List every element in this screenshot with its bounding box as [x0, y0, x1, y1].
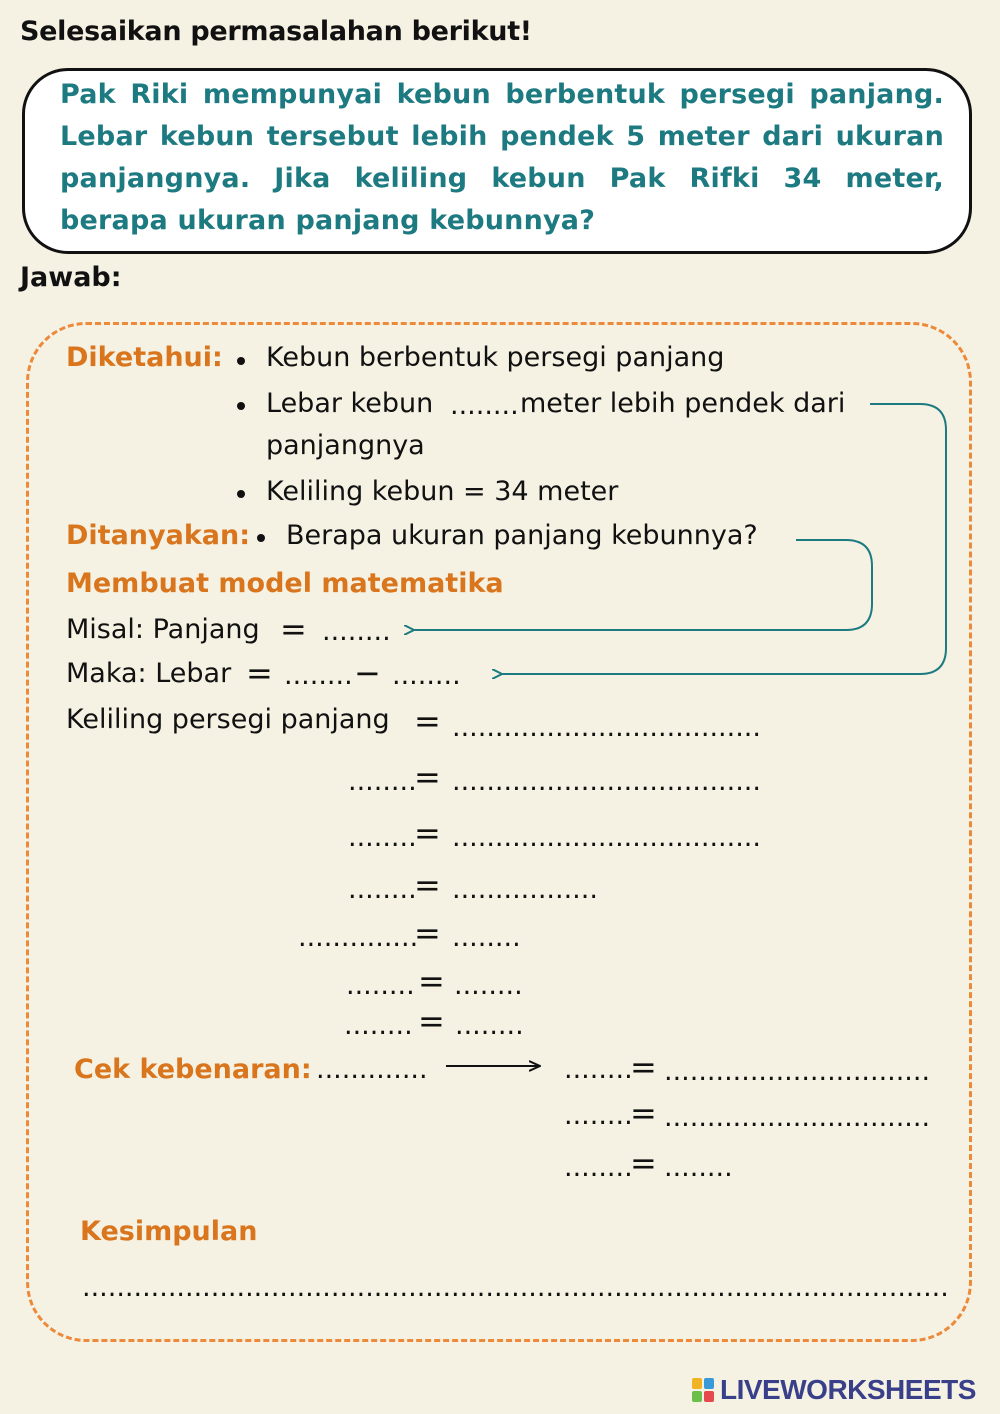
equals-sign: =: [280, 610, 307, 648]
page-heading: Selesaikan permasalahan berikut!: [20, 16, 532, 47]
step-3-lhs[interactable]: ........: [348, 874, 417, 905]
brand-name: LIVEWORKSHEETS: [720, 1374, 976, 1405]
diketahui-item-2-post: meter lebih pendek dari: [520, 388, 846, 419]
cek-step-2-rhs[interactable]: ...............................: [664, 1102, 931, 1133]
step-6-rhs[interactable]: ........: [455, 1010, 524, 1041]
kesimpulan-blank[interactable]: .....................................................................................................: [82, 1272, 949, 1303]
cek-step-2-lhs[interactable]: ........: [564, 1100, 633, 1131]
cek-label: Cek kebenaran:: [74, 1054, 312, 1085]
diketahui-item-2-line2: panjangnya: [266, 430, 425, 461]
liveworksheets-brand: [692, 1372, 976, 1408]
lebar-selisih-blank[interactable]: ........: [450, 390, 519, 421]
equals-sign: =: [246, 654, 273, 692]
diketahui-item-3: Keliling kebun = 34 meter: [266, 476, 619, 507]
equals-sign: =: [414, 702, 441, 740]
lebar-blank-1[interactable]: ........: [284, 660, 353, 691]
step-5-lhs[interactable]: ........: [346, 970, 415, 1001]
keliling-blank-1[interactable]: ....................................: [452, 712, 761, 743]
diketahui-label: Diketahui:: [66, 342, 223, 373]
equals-sign: =: [414, 758, 441, 796]
equals-sign: =: [414, 866, 441, 904]
step-2-lhs[interactable]: ........: [348, 822, 417, 853]
equals-sign: =: [630, 1048, 657, 1086]
step-4-lhs[interactable]: ..............: [298, 922, 419, 953]
cek-step-1-rhs[interactable]: ...............................: [664, 1056, 931, 1087]
ditanyakan-item-1: Berapa ukuran panjang kebunnya?: [286, 520, 758, 551]
misal-label: Misal: Panjang: [66, 614, 260, 645]
problem-statement: Pak Riki mempunyai kebun berbentuk persegi panjang. Lebar kebun tersebut lebih pendek 5 meter dari ukuran panjangnya. Jika keliling kebun Pak Rifki 34 meter, berapa ukuran panjang kebunnya?: [60, 79, 944, 236]
equals-sign: =: [414, 814, 441, 852]
minus-sign: −: [354, 654, 381, 692]
step-3-rhs[interactable]: .................: [452, 874, 598, 905]
cek-step-3-rhs[interactable]: ........: [664, 1152, 733, 1183]
kesimpulan-label: Kesimpulan: [80, 1216, 258, 1247]
step-1-rhs[interactable]: ....................................: [452, 766, 761, 797]
lebar-blank-2[interactable]: ........: [392, 660, 461, 691]
model-title: Membuat model matematika: [66, 568, 504, 599]
keliling-label: Keliling persegi panjang: [66, 704, 390, 735]
arrow-lebar-to-maka: [500, 404, 946, 674]
cek-blank[interactable]: .............: [316, 1054, 428, 1085]
ditanyakan-label: Ditanyakan:: [66, 520, 251, 551]
diketahui-item-2-pre: Lebar kebun: [266, 388, 434, 419]
step-5-rhs[interactable]: ........: [454, 970, 523, 1001]
equals-sign: =: [630, 1094, 657, 1132]
step-1-lhs[interactable]: ........: [348, 766, 417, 797]
jawab-label: Jawab:: [20, 262, 122, 293]
step-6-lhs[interactable]: ........: [344, 1010, 413, 1041]
step-2-rhs[interactable]: ....................................: [452, 822, 761, 853]
cek-step-3-lhs[interactable]: ........: [564, 1152, 633, 1183]
panjang-blank[interactable]: ........: [322, 616, 391, 647]
equals-sign: =: [418, 962, 445, 1000]
cek-step-1-lhs[interactable]: ........: [564, 1054, 633, 1085]
liveworksheets-logo-icon: [692, 1378, 714, 1402]
arrow-ditanyakan-to-misal: [412, 540, 872, 630]
step-4-rhs[interactable]: ........: [452, 922, 521, 953]
equals-sign: =: [630, 1144, 657, 1182]
diketahui-item-1: Kebun berbentuk persegi panjang: [266, 342, 725, 373]
maka-label: Maka: Lebar: [66, 658, 232, 689]
equals-sign: =: [418, 1002, 445, 1040]
equals-sign: =: [414, 914, 441, 952]
